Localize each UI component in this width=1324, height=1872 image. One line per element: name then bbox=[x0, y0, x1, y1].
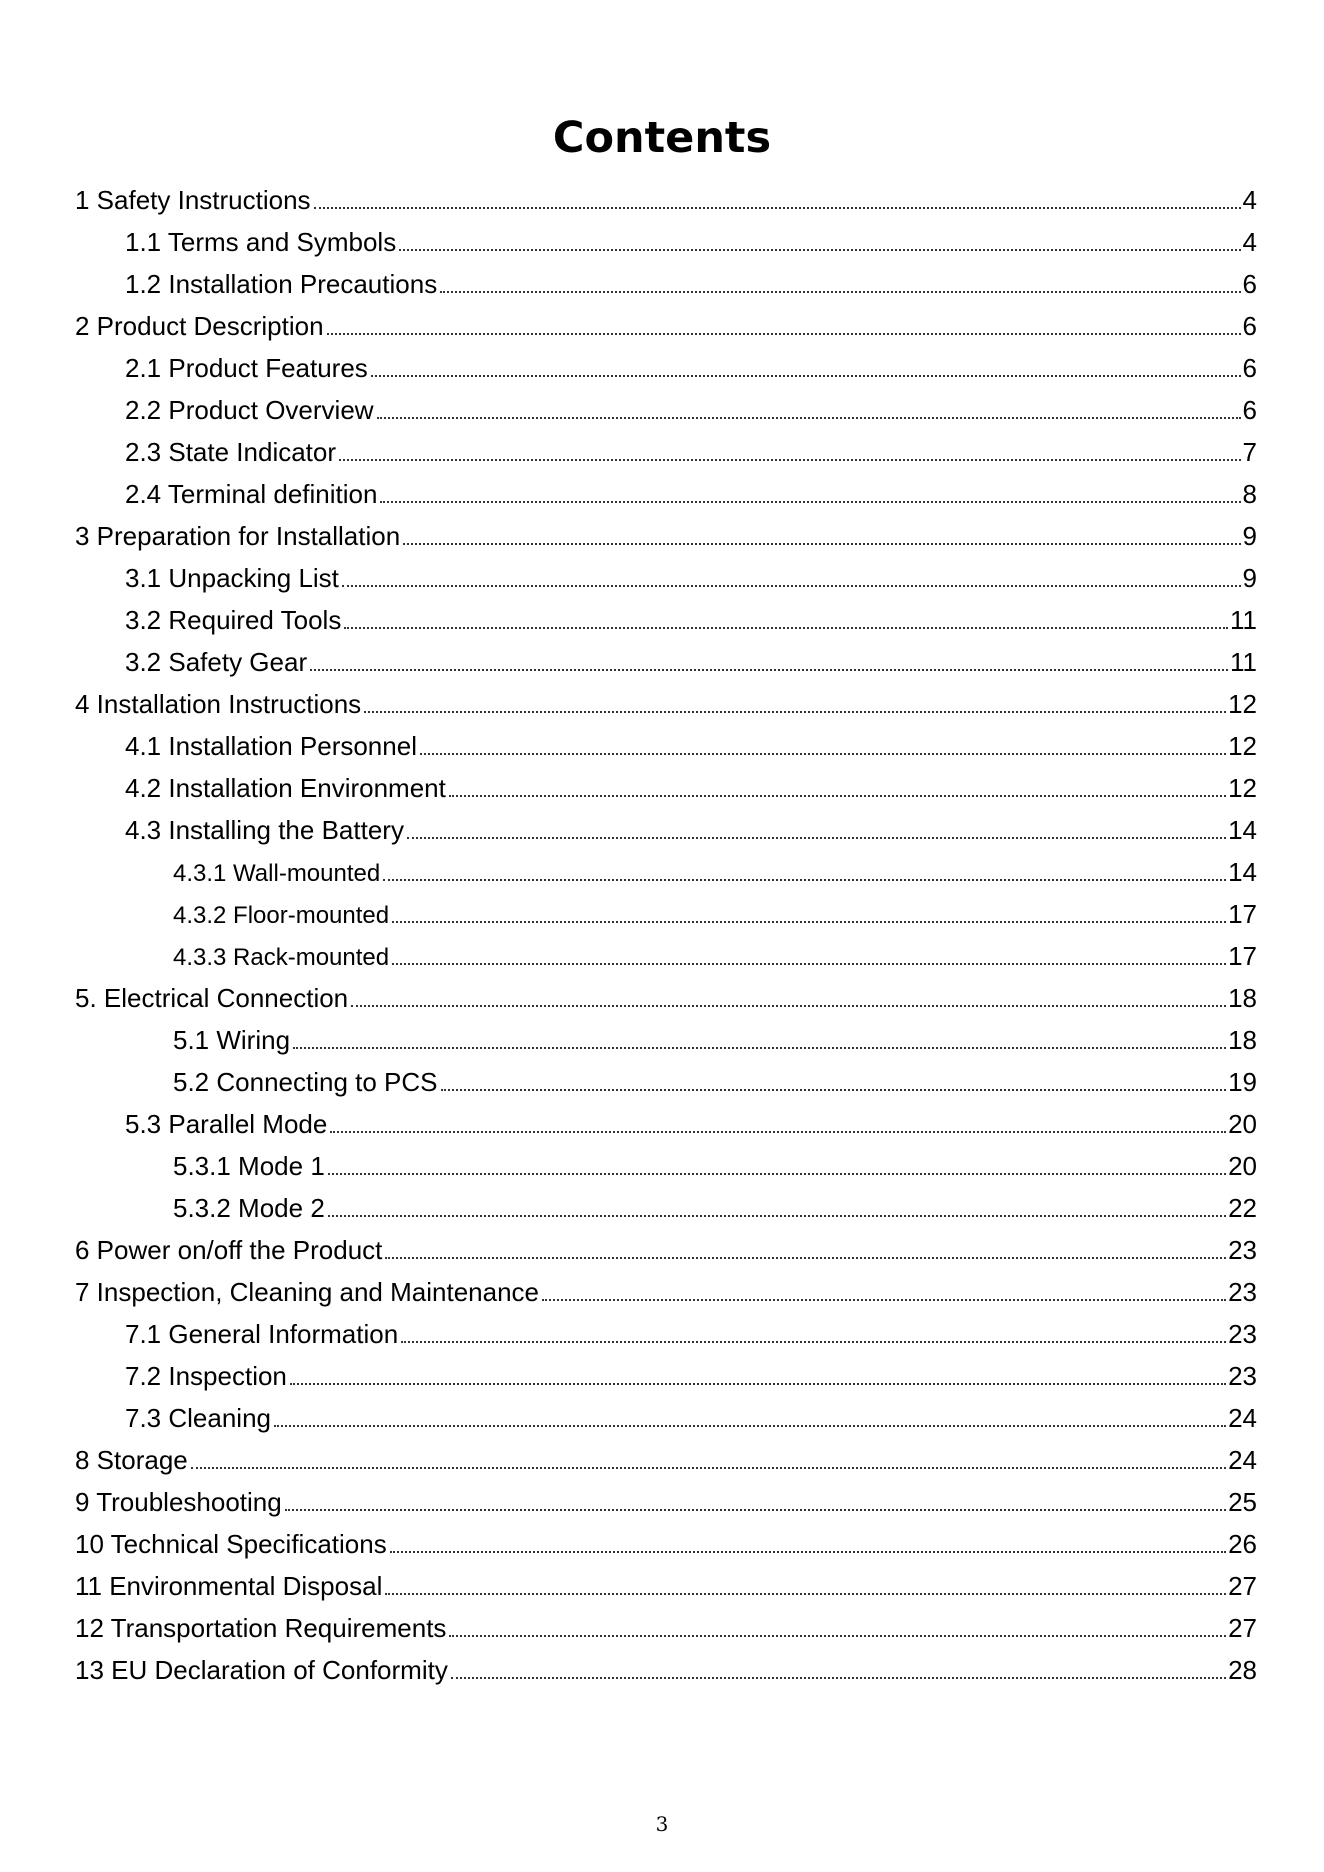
toc-entry-label: 1 Safety Instructions bbox=[75, 185, 311, 215]
dot-leader bbox=[385, 1256, 1226, 1259]
toc-entry[interactable] bbox=[75, 1560, 1257, 1602]
toc-entry-page: 23 bbox=[1228, 1361, 1257, 1391]
dot-leader bbox=[285, 1508, 1226, 1511]
toc-entry[interactable] bbox=[75, 1098, 1257, 1140]
toc-entry-page: 24 bbox=[1228, 1445, 1257, 1475]
toc-entry[interactable] bbox=[75, 1308, 1257, 1350]
dot-leader bbox=[449, 794, 1226, 797]
dot-leader bbox=[351, 1004, 1226, 1007]
toc-entry[interactable] bbox=[75, 1434, 1257, 1476]
page-title: Contents bbox=[552, 113, 772, 163]
toc-entry-page: 9 bbox=[1242, 563, 1257, 593]
dot-leader bbox=[293, 1046, 1226, 1049]
toc-entry-page: 20 bbox=[1228, 1109, 1257, 1139]
toc-entry-label: 4.3.3 Rack-mounted bbox=[173, 944, 390, 971]
toc-entry-page: 4 bbox=[1242, 227, 1257, 257]
toc-entry-page: 12 bbox=[1228, 773, 1257, 803]
dot-leader bbox=[344, 626, 1228, 629]
dot-leader bbox=[392, 920, 1226, 923]
toc-entry[interactable] bbox=[75, 1182, 1257, 1224]
toc-entry-label: 2.4 Terminal definition bbox=[125, 479, 378, 509]
toc-entry-label: 3.1 Unpacking List bbox=[125, 563, 339, 593]
toc-entry[interactable] bbox=[75, 636, 1257, 678]
toc-entry-page: 23 bbox=[1228, 1277, 1257, 1307]
toc-entry[interactable] bbox=[75, 468, 1257, 510]
toc-entry[interactable] bbox=[75, 1056, 1257, 1098]
toc-entry-label: 4.2 Installation Environment bbox=[125, 773, 446, 803]
dot-leader bbox=[342, 584, 1241, 587]
dot-leader bbox=[327, 332, 1241, 335]
toc-entry[interactable] bbox=[75, 552, 1257, 594]
toc-entry[interactable] bbox=[75, 258, 1257, 300]
toc-entry-label: 5.2 Connecting to PCS bbox=[173, 1067, 438, 1097]
toc-entry-label: 13 EU Declaration of Conformity bbox=[75, 1655, 448, 1685]
toc-entry[interactable] bbox=[75, 384, 1257, 426]
toc-entry[interactable] bbox=[75, 1476, 1257, 1518]
toc-entry[interactable] bbox=[75, 762, 1257, 804]
toc-entry-page: 11 bbox=[1230, 605, 1257, 635]
toc-entry-label: 1.2 Installation Precautions bbox=[125, 269, 438, 299]
toc-entry[interactable] bbox=[75, 846, 1257, 888]
toc-entry-page: 7 bbox=[1242, 437, 1257, 467]
toc-entry[interactable] bbox=[75, 678, 1257, 720]
toc-entry-page: 18 bbox=[1228, 983, 1257, 1013]
toc-entry[interactable] bbox=[75, 300, 1257, 342]
dot-leader bbox=[383, 878, 1226, 881]
toc-entry-label: 2 Product Description bbox=[75, 311, 324, 341]
toc-entry-page: 19 bbox=[1228, 1067, 1257, 1097]
toc-entry[interactable] bbox=[75, 888, 1257, 930]
toc-entry-page: 23 bbox=[1228, 1235, 1257, 1265]
toc-entry-label: 2.3 State Indicator bbox=[125, 437, 337, 467]
toc-entry-page: 6 bbox=[1242, 395, 1257, 425]
toc-entry-label: 10 Technical Specifications bbox=[75, 1529, 387, 1559]
toc-entry-page: 6 bbox=[1242, 353, 1257, 383]
toc-entry-page: 20 bbox=[1228, 1151, 1257, 1181]
toc-entry[interactable] bbox=[75, 1224, 1257, 1266]
toc-entry-label: 7.3 Cleaning bbox=[125, 1403, 271, 1433]
toc-entry-label: 11 Environmental Disposal bbox=[75, 1571, 383, 1601]
toc-entry-label: 4 Installation Instructions bbox=[75, 689, 362, 719]
toc-entry-label: 3.2 Required Tools bbox=[125, 605, 342, 635]
toc-entry[interactable] bbox=[75, 930, 1257, 972]
toc-entry-label: 2.2 Product Overview bbox=[125, 395, 374, 425]
toc-entry-page: 23 bbox=[1228, 1319, 1257, 1349]
dot-leader bbox=[380, 500, 1240, 503]
toc-entry[interactable] bbox=[75, 972, 1257, 1014]
toc-entry-page: 8 bbox=[1242, 479, 1257, 509]
toc-entry-label: 4.3.2 Floor-mounted bbox=[173, 902, 390, 929]
toc-entry-page: 14 bbox=[1228, 815, 1257, 845]
toc-entry-label: 4.3 Installing the Battery bbox=[125, 815, 404, 845]
toc-entry-label: 4.3.1 Wall-mounted bbox=[173, 860, 381, 887]
page-number: 3 bbox=[655, 1812, 669, 1836]
dot-leader bbox=[441, 1088, 1227, 1091]
toc-entry-page: 28 bbox=[1228, 1655, 1257, 1685]
toc-entry[interactable] bbox=[75, 1644, 1257, 1686]
toc-entry-page: 12 bbox=[1228, 731, 1257, 761]
toc-entry-label: 5.3.2 Mode 2 bbox=[173, 1193, 325, 1223]
toc-entry[interactable] bbox=[75, 720, 1257, 762]
toc-entry[interactable] bbox=[75, 1350, 1257, 1392]
toc-entry-label: 8 Storage bbox=[75, 1445, 188, 1475]
table-of-contents bbox=[75, 174, 1257, 1686]
dot-leader bbox=[401, 1340, 1226, 1343]
toc-entry[interactable] bbox=[75, 1518, 1257, 1560]
dot-leader bbox=[385, 1592, 1226, 1595]
toc-entry[interactable] bbox=[75, 426, 1257, 468]
dot-leader bbox=[403, 542, 1240, 545]
toc-entry-page: 27 bbox=[1228, 1571, 1257, 1601]
toc-entry-label: 12 Transportation Requirements bbox=[75, 1613, 447, 1643]
toc-entry-page: 27 bbox=[1228, 1613, 1257, 1643]
toc-entry-page: 14 bbox=[1228, 857, 1257, 887]
dot-leader bbox=[191, 1466, 1226, 1469]
dot-leader bbox=[451, 1676, 1226, 1679]
toc-entry-label: 3 Preparation for Installation bbox=[75, 521, 401, 551]
toc-entry-page: 22 bbox=[1228, 1193, 1257, 1223]
toc-entry-page: 26 bbox=[1228, 1529, 1257, 1559]
toc-entry-label: 2.1 Product Features bbox=[125, 353, 368, 383]
toc-entry-label: 7.2 Inspection bbox=[125, 1361, 287, 1391]
toc-entry[interactable] bbox=[75, 510, 1257, 552]
dot-leader bbox=[371, 374, 1241, 377]
toc-entry-label: 6 Power on/off the Product bbox=[75, 1235, 383, 1265]
toc-entry[interactable] bbox=[75, 1266, 1257, 1308]
toc-entry-page: 17 bbox=[1228, 941, 1257, 971]
toc-entry-label: 7 Inspection, Cleaning and Maintenance bbox=[75, 1277, 539, 1307]
dot-leader bbox=[328, 1214, 1226, 1217]
dot-leader bbox=[310, 668, 1228, 671]
toc-entry-page: 4 bbox=[1242, 185, 1257, 215]
dot-leader bbox=[364, 710, 1226, 713]
dot-leader bbox=[440, 290, 1240, 293]
dot-leader bbox=[274, 1424, 1226, 1427]
toc-entry-page: 11 bbox=[1230, 647, 1257, 677]
dot-leader bbox=[339, 458, 1241, 461]
toc-entry[interactable] bbox=[75, 1014, 1257, 1056]
toc-entry-label: 1.1 Terms and Symbols bbox=[125, 227, 397, 257]
toc-entry-page: 25 bbox=[1228, 1487, 1257, 1517]
toc-entry-page: 6 bbox=[1242, 311, 1257, 341]
toc-entry-label: 5.1 Wiring bbox=[173, 1025, 291, 1055]
toc-entry-label: 7.1 General Information bbox=[125, 1319, 399, 1349]
dot-leader bbox=[330, 1130, 1226, 1133]
toc-entry[interactable] bbox=[75, 216, 1257, 258]
dot-leader bbox=[449, 1634, 1226, 1637]
toc-entry-label: 4.1 Installation Personnel bbox=[125, 731, 417, 761]
dot-leader bbox=[407, 836, 1226, 839]
dot-leader bbox=[314, 206, 1241, 209]
dot-leader bbox=[390, 1550, 1226, 1553]
toc-entry[interactable] bbox=[75, 342, 1257, 384]
toc-entry-page: 17 bbox=[1228, 899, 1257, 929]
toc-entry[interactable] bbox=[75, 594, 1257, 636]
dot-leader bbox=[392, 962, 1226, 965]
toc-entry-label: 9 Troubleshooting bbox=[75, 1487, 282, 1517]
toc-entry[interactable] bbox=[75, 1602, 1257, 1644]
toc-entry-page: 24 bbox=[1228, 1403, 1257, 1433]
toc-entry[interactable] bbox=[75, 1392, 1257, 1434]
dot-leader bbox=[328, 1172, 1226, 1175]
toc-entry[interactable] bbox=[75, 174, 1257, 216]
toc-entry-label: 5. Electrical Connection bbox=[75, 983, 349, 1013]
toc-entry[interactable] bbox=[75, 804, 1257, 846]
toc-entry-page: 6 bbox=[1242, 269, 1257, 299]
dot-leader bbox=[290, 1382, 1226, 1385]
toc-entry-label: 5.3.1 Mode 1 bbox=[173, 1151, 325, 1181]
toc-entry-label: 5.3 Parallel Mode bbox=[125, 1109, 328, 1139]
toc-entry[interactable] bbox=[75, 1140, 1257, 1182]
toc-entry-page: 12 bbox=[1228, 689, 1257, 719]
toc-entry-page: 9 bbox=[1242, 521, 1257, 551]
dot-leader bbox=[377, 416, 1241, 419]
toc-entry-label: 3.2 Safety Gear bbox=[125, 647, 308, 677]
dot-leader bbox=[542, 1298, 1226, 1301]
dot-leader bbox=[399, 248, 1240, 251]
toc-entry-page: 18 bbox=[1228, 1025, 1257, 1055]
dot-leader bbox=[420, 752, 1226, 755]
